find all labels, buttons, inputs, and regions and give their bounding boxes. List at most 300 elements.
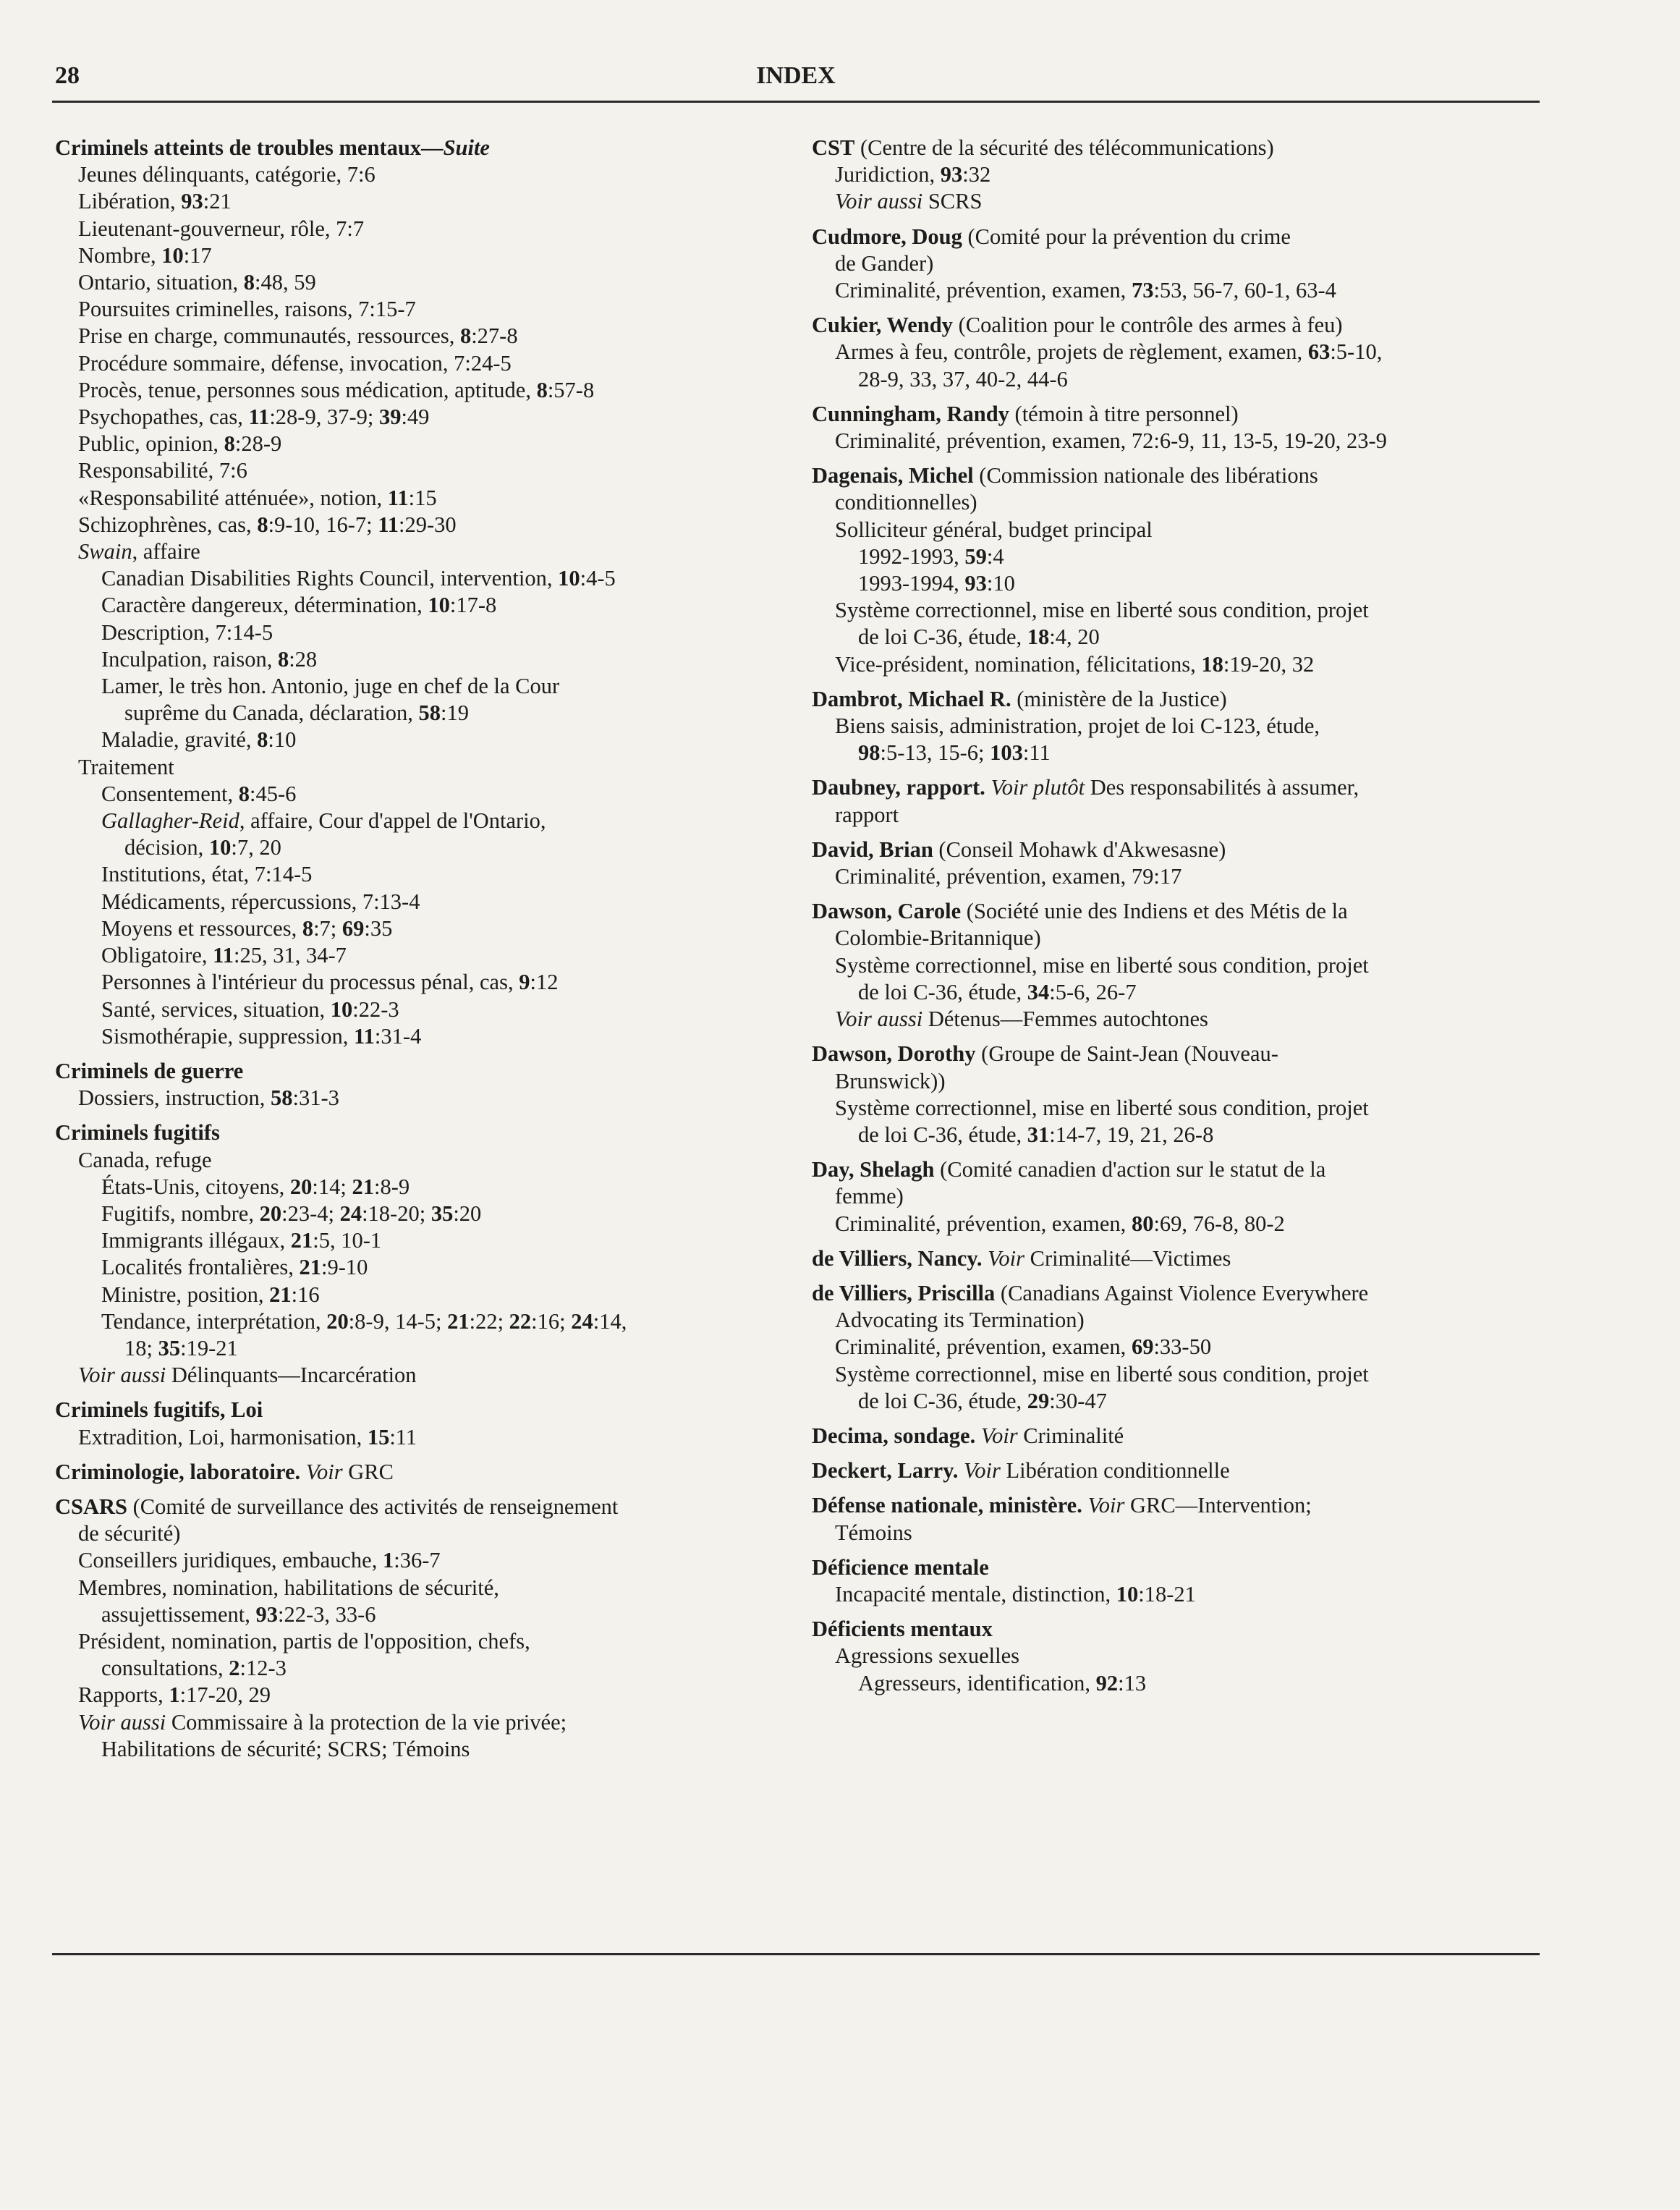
entry-text: :7, 20	[231, 835, 281, 860]
entry-subline	[55, 700, 793, 727]
entry-text: Incapacité mentale, distinction,	[835, 1581, 1116, 1606]
entry-text: CSARS	[55, 1494, 128, 1519]
entry-subline	[55, 592, 793, 619]
entry-text: Advocating its Termination)	[835, 1308, 1085, 1333]
entry-text: 9	[519, 970, 530, 995]
entry-text: Solliciteur général, budget principal	[835, 517, 1153, 542]
entry-text: «Responsabilité atténuée», notion,	[78, 485, 388, 510]
entry-text: 58	[418, 700, 441, 726]
entry-text: 21	[299, 1255, 322, 1280]
entry-text: Délinquants—Incarcération	[166, 1363, 417, 1388]
index-entry	[55, 1494, 793, 1763]
entry-subline	[55, 538, 793, 565]
entry-text: États-Unis, citoyens,	[101, 1174, 290, 1199]
entry-text: :13	[1118, 1670, 1147, 1695]
entry-text: Défense nationale, ministère.	[812, 1493, 1082, 1518]
entry-text: Inculpation, raison,	[101, 646, 278, 672]
entry-subline	[812, 597, 1546, 624]
entry-heading-line	[55, 1119, 793, 1146]
entry-text: 21	[269, 1282, 292, 1307]
entry-heading-line	[812, 1554, 1546, 1581]
entry-text: Criminalité, prévention, examen,	[835, 1211, 1132, 1236]
entry-text: 8	[224, 431, 235, 457]
entry-heading-line	[812, 1041, 1546, 1067]
entry-text: 10	[161, 242, 184, 268]
entry-subline	[55, 915, 793, 942]
entry-text: :5-13, 15-6;	[880, 740, 990, 766]
entry-text: 8	[257, 512, 268, 537]
entry-text: Criminologie, laboratoire.	[55, 1459, 301, 1484]
index-entry	[812, 774, 1546, 828]
entry-text: Public, opinion,	[78, 431, 224, 457]
entry-text: (Groupe de Saint-Jean (Nouveau-	[975, 1041, 1278, 1067]
index-entry	[55, 1397, 793, 1450]
entry-subline	[55, 431, 793, 457]
index-entry	[812, 224, 1546, 305]
entry-text: :12	[530, 970, 559, 995]
entry-text: :21	[203, 189, 232, 214]
entry-text: (Centre de la sécurité des télécommunications)	[854, 135, 1274, 160]
entry-text: 58	[271, 1085, 293, 1111]
index-entry	[812, 1423, 1546, 1449]
entry-text: Sismothérapie, suppression,	[101, 1023, 355, 1049]
index-column-right	[812, 135, 1546, 1705]
entry-text: Cunningham, Randy	[812, 401, 1009, 426]
entry-text: 103	[990, 740, 1023, 766]
entry-text: Traitement	[78, 754, 174, 779]
entry-text: 35	[158, 1335, 181, 1360]
index-entry	[812, 837, 1546, 890]
entry-text: Président, nomination, partis de l'opposition, chefs,	[78, 1628, 530, 1654]
entry-text: (Coalition pour le contrôle des armes à feu)	[952, 313, 1343, 338]
entry-text: Criminalité, prévention, examen, 72:6-9, 11, 13-5, 19-20, 23-9	[835, 428, 1387, 454]
entry-text: Canada, refuge	[78, 1147, 212, 1172]
entry-text: 11	[387, 485, 409, 510]
entry-text: 15	[367, 1424, 390, 1449]
entry-subline	[55, 1520, 793, 1547]
entry-subline	[55, 1085, 793, 1112]
entry-text: conditionnelles)	[835, 490, 977, 515]
entry-heading-line	[812, 1616, 1546, 1643]
entry-subline	[812, 624, 1546, 651]
entry-text: :33-50	[1153, 1334, 1212, 1360]
entry-text: Système correctionnel, mise en liberté sous condition, projet	[835, 1095, 1369, 1120]
entry-text: Voir	[980, 1423, 1018, 1448]
entry-subline	[55, 754, 793, 781]
entry-text: 21	[447, 1308, 470, 1334]
entry-text: :5-10,	[1330, 339, 1383, 365]
entry-text: Psychopathes, cas,	[78, 405, 249, 430]
entry-text: 35	[430, 1201, 454, 1226]
entry-heading-line	[812, 135, 1546, 161]
entry-text: 10	[330, 996, 353, 1022]
entry-subline	[55, 1023, 793, 1050]
footer-rule	[52, 1953, 1540, 1955]
entry-text: Biens saisis, administration, projet de loi C-123, étude,	[835, 714, 1320, 739]
entry-text: de loi C-36, étude,	[858, 979, 1027, 1004]
entry-text: :12-3	[239, 1656, 287, 1681]
entry-heading-line	[812, 462, 1546, 489]
entry-heading-line	[812, 686, 1546, 713]
entry-text: :35	[364, 915, 393, 941]
entry-text: rapport	[835, 802, 899, 827]
entry-text: :5, 10-1	[313, 1228, 382, 1253]
entry-subline	[55, 296, 793, 323]
index-entry	[812, 1616, 1546, 1697]
entry-text: Jeunes délinquants, catégorie, 7:6	[78, 162, 376, 187]
entry-text: :31-4	[374, 1023, 422, 1049]
entry-text: :17-20, 29	[179, 1682, 271, 1708]
entry-subline	[812, 1307, 1546, 1334]
entry-heading-line	[812, 1492, 1546, 1519]
entry-text: Responsabilité, 7:6	[78, 458, 247, 483]
entry-text: 11	[354, 1023, 375, 1049]
entry-text: 93	[964, 571, 987, 596]
entry-subline	[55, 269, 793, 296]
entry-text: 11	[213, 943, 234, 968]
entry-text: de Villiers, Priscilla	[812, 1280, 996, 1305]
entry-text: 22	[509, 1308, 532, 1334]
entry-text: CST	[812, 135, 855, 160]
entry-text: 10	[1116, 1581, 1139, 1606]
entry-text: Caractère dangereux, détermination,	[101, 593, 428, 618]
entry-text: 69	[341, 915, 365, 941]
entry-text: :22-3	[352, 996, 399, 1022]
entry-subline	[812, 1122, 1546, 1148]
entry-text: :30-47	[1049, 1388, 1107, 1413]
entry-text: 8	[302, 915, 314, 941]
entry-text: Institutions, état, 7:14-5	[101, 862, 313, 887]
entry-text: 34	[1027, 979, 1050, 1004]
entry-text: Système correctionnel, mise en liberté sous condition, projet	[835, 598, 1369, 623]
entry-text: 8	[459, 323, 472, 349]
entry-subline	[812, 489, 1546, 516]
entry-heading-line	[55, 1058, 793, 1085]
entry-subline	[55, 1575, 793, 1601]
entry-text: :22;	[469, 1308, 509, 1334]
entry-subline	[55, 1736, 793, 1763]
entry-subline	[812, 1095, 1546, 1122]
entry-text: :28-9	[234, 431, 282, 457]
entry-text: 1	[169, 1682, 180, 1708]
entry-subline	[812, 863, 1546, 890]
entry-text: :14;	[312, 1174, 352, 1199]
entry-subline	[55, 377, 793, 404]
entry-subline	[812, 570, 1546, 597]
entry-text: Détenus—Femmes autochtones	[922, 1007, 1208, 1032]
entry-text: :19-20, 32	[1223, 651, 1315, 677]
entry-text: :15	[408, 485, 437, 510]
entry-text: 1	[382, 1548, 394, 1573]
entry-text: 21	[290, 1228, 313, 1253]
entry-text: 59	[964, 543, 987, 569]
entry-subline	[55, 861, 793, 888]
entry-heading-line	[812, 1245, 1546, 1272]
entry-subline	[55, 1308, 793, 1335]
entry-heading-line	[812, 774, 1546, 801]
entry-text: décision,	[124, 835, 209, 860]
entry-subline	[812, 1211, 1546, 1237]
entry-subline	[55, 216, 793, 242]
entry-subline	[55, 808, 793, 834]
entry-text: Voir	[988, 1245, 1024, 1271]
entry-text: Criminalité, prévention, examen,	[835, 278, 1132, 303]
entry-heading-line	[812, 1156, 1546, 1183]
entry-subline	[55, 565, 793, 592]
entry-text: Description, 7:14-5	[101, 619, 273, 645]
entry-subline	[812, 979, 1546, 1006]
entry-text: Système correctionnel, mise en liberté sous condition, projet	[835, 952, 1369, 978]
entry-text: 11	[378, 512, 399, 537]
entry-text: :8-9	[373, 1174, 410, 1199]
header-rule	[52, 101, 1540, 103]
entry-subline	[55, 1547, 793, 1574]
entry-text: (Comité de surveillance des activités de renseignement	[127, 1494, 619, 1519]
entry-subline	[55, 727, 793, 753]
entry-subline	[55, 404, 793, 431]
entry-text: :4	[986, 543, 1004, 569]
entry-text: 8	[238, 781, 250, 806]
entry-subline	[812, 1183, 1546, 1210]
entry-subline	[812, 1643, 1546, 1669]
entry-text: 63	[1307, 339, 1331, 365]
entry-text: Dawson, Dorothy	[812, 1041, 976, 1067]
entry-text: 11	[248, 405, 270, 430]
entry-text: :45-6	[250, 781, 297, 806]
entry-text: Schizophrènes, cas,	[78, 512, 258, 537]
entry-heading-line	[812, 312, 1546, 339]
index-column-left	[55, 135, 793, 1771]
entry-text: Consentement,	[101, 781, 239, 806]
index-entry	[55, 1459, 793, 1486]
entry-subline	[55, 1227, 793, 1254]
entry-text: 93	[181, 189, 203, 214]
entry-text: :23-4;	[281, 1201, 340, 1226]
entry-text: Voir aussi	[835, 189, 923, 214]
entry-text	[983, 1246, 988, 1271]
entry-text: Ministre, position,	[101, 1282, 270, 1307]
entry-text	[958, 1458, 964, 1483]
entry-text: Déficience mentale	[812, 1554, 989, 1580]
entry-text: femme)	[835, 1184, 904, 1209]
entry-text: Membres, nomination, habilitations de sécurité,	[78, 1575, 499, 1600]
entry-text: Criminels atteints de troubles mentaux—	[55, 135, 444, 160]
entry-subline	[812, 1670, 1546, 1697]
entry-text: de loi C-36, étude,	[858, 1122, 1027, 1147]
entry-text: 10	[208, 835, 232, 860]
entry-text: :9-10, 16-7;	[268, 512, 378, 537]
entry-text: 20	[326, 1308, 349, 1334]
entry-subline	[55, 1282, 793, 1308]
entry-text: Brunswick))	[835, 1068, 946, 1093]
entry-text: 10	[558, 566, 580, 591]
index-entry	[812, 898, 1546, 1033]
entry-text: Obligatoire,	[101, 943, 213, 968]
index-entry	[812, 1554, 1546, 1608]
entry-text: suprême du Canada, déclaration,	[124, 700, 419, 726]
entry-subline	[55, 1628, 793, 1655]
entry-text: (ministère de la Justice)	[1011, 686, 1227, 711]
entry-text: Voir aussi	[78, 1363, 166, 1388]
entry-text: :25, 31, 34-7	[233, 943, 347, 968]
entry-subline	[55, 350, 793, 377]
entry-text: (Comité pour la prévention du crime	[962, 224, 1291, 249]
entry-text: Armes à feu, contrôle, projets de règlement, examen,	[835, 339, 1308, 365]
entry-heading-line	[55, 1397, 793, 1423]
entry-text: :22-3, 33-6	[277, 1601, 376, 1627]
entry-text: :8-9, 14-5;	[348, 1308, 448, 1334]
entry-text: GRC	[342, 1459, 394, 1484]
entry-text: Personnes à l'intérieur du processus pénal, cas,	[101, 970, 519, 995]
entry-text: assujettissement,	[101, 1601, 256, 1627]
entry-subline	[55, 646, 793, 673]
entry-text: Suite	[443, 135, 490, 160]
entry-text: Voir	[964, 1458, 1001, 1483]
entry-subline	[55, 1147, 793, 1174]
entry-text: 24	[339, 1201, 362, 1226]
entry-text: 20	[289, 1174, 313, 1199]
entry-text: 93	[255, 1601, 278, 1627]
entry-text: Deckert, Larry.	[812, 1458, 959, 1483]
entry-subline	[812, 1361, 1546, 1388]
entry-text: Dambrot, Michael R.	[812, 686, 1011, 711]
entry-heading-line	[812, 401, 1546, 428]
entry-text: 18;	[124, 1335, 158, 1360]
entry-text: Immigrants illégaux,	[101, 1228, 291, 1253]
entry-subline	[55, 1362, 793, 1389]
entry-text: Extradition, Loi, harmonisation,	[78, 1424, 368, 1449]
entry-text: Dossiers, instruction,	[78, 1085, 271, 1111]
entry-subline	[812, 1068, 1546, 1095]
entry-text: :7;	[313, 915, 342, 941]
index-entry	[812, 312, 1546, 393]
entry-subline	[55, 323, 793, 350]
entry-text: Agressions sexuelles	[835, 1643, 1019, 1669]
entry-text: Rapports,	[78, 1682, 169, 1708]
entry-text: Maladie, gravité,	[101, 727, 258, 753]
entry-subline	[812, 161, 1546, 188]
entry-heading-line	[812, 1423, 1546, 1449]
entry-text: SCRS	[922, 189, 983, 214]
entry-text: :49	[401, 405, 430, 430]
entry-text: :27-8	[471, 323, 518, 349]
entry-text: Voir	[1087, 1493, 1125, 1518]
entry-subline	[55, 1174, 793, 1201]
entry-text: (Canadians Against Violence Everywhere	[995, 1280, 1369, 1305]
entry-text: GRC—Intervention;	[1124, 1493, 1312, 1518]
index-entry	[812, 686, 1546, 767]
entry-text: 39	[378, 405, 402, 430]
index-entry	[812, 401, 1546, 454]
index-entry	[812, 1245, 1546, 1272]
entry-text: :16;	[531, 1308, 572, 1334]
entry-subline	[55, 1709, 793, 1736]
index-entry	[55, 135, 793, 1050]
entry-text: Voir aussi	[78, 1709, 166, 1735]
entry-subline	[55, 1601, 793, 1628]
entry-subline	[812, 1334, 1546, 1360]
entry-text: :28	[289, 646, 318, 672]
entry-subline	[55, 889, 793, 915]
entry-subline	[55, 161, 793, 188]
entry-text: :20	[453, 1201, 482, 1226]
entry-text: Vice-président, nomination, félicitations,	[835, 651, 1202, 677]
entry-text: 80	[1131, 1211, 1154, 1236]
entry-subline	[812, 188, 1546, 215]
entry-text: Criminalité—Victimes	[1024, 1245, 1231, 1271]
entry-text: :29-30	[399, 512, 457, 537]
entry-text: 1992-1993,	[858, 543, 965, 569]
entry-text: :28-9, 37-9;	[269, 405, 379, 430]
entry-text: (Comité canadien d'action sur le statut de la	[934, 1157, 1326, 1182]
entry-subline	[55, 781, 793, 808]
page-header	[52, 62, 1540, 103]
entry-text: :17-8	[449, 593, 497, 618]
entry-subline	[812, 339, 1546, 365]
entry-text: Criminalité, prévention, examen, 79:17	[835, 864, 1182, 889]
entry-subline	[812, 651, 1546, 678]
entry-text: Poursuites criminelles, raisons, 7:15-7	[78, 297, 416, 322]
entry-text: Nombre,	[78, 242, 162, 268]
entry-text: (Société unie des Indiens et des Métis de la	[961, 899, 1348, 924]
entry-heading-line	[812, 1280, 1546, 1307]
entry-subline	[812, 277, 1546, 304]
entry-heading-line	[55, 1459, 793, 1486]
entry-text: Tendance, interprétation,	[101, 1308, 327, 1334]
entry-text: 98	[858, 740, 881, 766]
entry-subline	[55, 457, 793, 484]
entry-text: 8	[277, 646, 289, 672]
entry-subline	[812, 952, 1546, 979]
entry-text: :9-10	[321, 1255, 368, 1280]
entry-subline	[812, 543, 1546, 570]
entry-text: Procédure sommaire, défense, invocation, 7:24-5	[78, 350, 512, 376]
entry-text: 10	[428, 593, 450, 618]
entry-text: Voir	[305, 1459, 343, 1484]
entry-text: 31	[1027, 1122, 1050, 1147]
entry-text: 92	[1095, 1670, 1119, 1695]
index-entry	[812, 1280, 1546, 1415]
entry-text: :14-7, 19, 21, 26-8	[1049, 1122, 1214, 1147]
entry-text: Canadian Disabilities Rights Council, intervention,	[101, 566, 559, 591]
index-entry	[55, 1058, 793, 1112]
entry-text: , affaire, Cour d'appel de l'Ontario,	[239, 808, 546, 834]
entry-text: de sécurité)	[78, 1521, 181, 1546]
entry-text: Cukier, Wendy	[812, 313, 953, 338]
entry-text: :31-3	[292, 1085, 339, 1111]
entry-text: Juridiction,	[835, 162, 941, 187]
entry-text: :18-21	[1138, 1581, 1196, 1606]
entry-text: (Conseil Mohawk d'Akwesasne)	[933, 837, 1226, 862]
index-entry	[812, 1492, 1546, 1546]
entry-text: de Villiers, Nancy.	[812, 1245, 983, 1271]
entry-text: :32	[962, 162, 991, 187]
index-entry	[812, 1156, 1546, 1237]
entry-text: de Gander)	[835, 250, 934, 276]
entry-subline	[55, 485, 793, 512]
entry-subline	[55, 673, 793, 700]
entry-text: 8	[243, 270, 255, 295]
entry-subline	[812, 1520, 1546, 1546]
entry-text: :53, 56-7, 60-1, 63-4	[1153, 278, 1336, 303]
index-entry	[55, 1119, 793, 1389]
entry-text: Criminels de guerre	[55, 1058, 244, 1083]
entry-heading-line	[812, 837, 1546, 863]
entry-text: Criminels fugitifs, Loi	[55, 1397, 263, 1423]
entry-text: Ontario, situation,	[78, 270, 244, 295]
entry-subline	[55, 242, 793, 269]
entry-text: Système correctionnel, mise en liberté sous condition, projet	[835, 1361, 1369, 1386]
